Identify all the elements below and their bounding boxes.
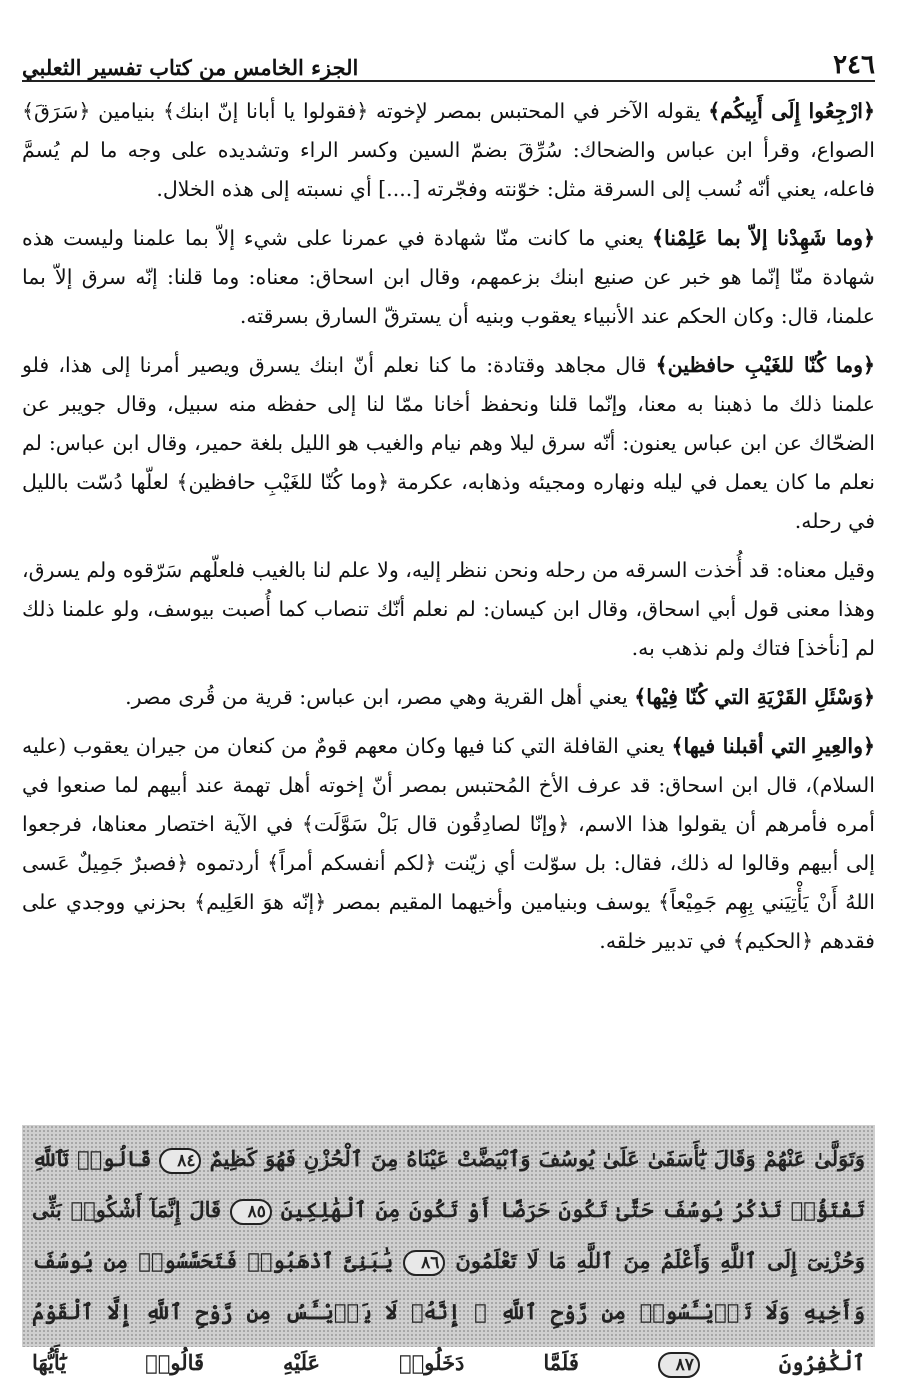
ayah-text: فَلَمَّا دَخَلُوا۟ عَلَيْهِ قَالُوا۟ يَٰٓأَيُّهَا: [32, 1350, 579, 1375]
paragraph: [22, 219, 875, 336]
paragraph: [22, 727, 875, 961]
verse-quote: ﴿وما كُنّا للغَيْبِ حافظين﴾: [655, 353, 875, 377]
page-number: ٢٤٦: [833, 50, 875, 80]
paragraph: [22, 551, 875, 668]
commentary-text: قال مجاهد وقتادة: ما كنا نعلم أنّ ابنك يسرق ويصير أمرنا إلى هذا، فلو علمنا ذلك ما ذهبنا به معنا، وإنّما قلنا ونحفظ أخانا ممّا لنا إلى حفظه منه سبيل، وقال جويبر عن الضحّاك عن ابن عباس يعنون: أنّه سرق ليلا وهم نيام والغيب هو الليل بلغة حمير، وقال ابن عباس: لم نعلم ما كان يعمل في ليله ونهاره ومجيئه وذهابه، عكرمة ﴿وما كُنّا للغَيْبِ حافظين﴾ لعلّها دُسّت بالليل في رحله.: [22, 353, 875, 533]
ayah-text: قَالُوا۟ تَٱللَّهِ تَفْتَؤُا۟ تَذْكُرُ يُوسُفَ حَتَّىٰ تَكُونَ حَرَضًا أَوْ تَكُونَ مِنَ ٱلْهَٰلِكِينَ: [32, 1146, 866, 1222]
quran-text-box: [22, 1125, 875, 1375]
quran-text: [32, 1133, 865, 1388]
commentary-text: يعني القافلة التي كنا فيها وكان معهم قومٌ من كنعان من جيران يعقوب (عليه السلام)، قال ابن اسحاق: قد عرف الأخ المُحتبس بمصر أنّ إخوته أهل تهمة عند أبيهم لما صنعوا في أمره فأمرهم أن يقولوا هذا الاسم، ﴿وإنّا لصادِقُون قال بَلْ سَوَّلَت﴾ في الآية اختصار معناها، فرجعوا إلى أبيهم وقالوا له ذلك، فقال: بل سوّلت أي زيّنت ﴿لكم أنفسكم أمراً﴾ أردتموه ﴿فصبرٌ جَمِيلٌ عَسى اللهُ أَنْ يَأْتِيَني بِهِم جَمِيْعاً﴾ يوسف وبنيامين وأخيهما المقيم بمصر ﴿إنّه هوَ العَلِيم﴾ بحزني ووجدي على فقدهم ﴿الحكيم﴾ في تدبير خلقه.: [22, 734, 875, 953]
ayah-text: وَتَوَلَّىٰ عَنْهُمْ وَقَالَ يَٰٓأَسَفَىٰ عَلَىٰ يُوسُفَ وَٱبْيَضَّتْ عَيْنَاهُ مِنَ ٱلْحُزْنِ فَهُوَ كَظِيمٌ: [209, 1146, 866, 1171]
ayah-number-marker: ٨٤: [159, 1148, 201, 1174]
commentary-text: وقيل معناه: قد أُخذت السرقه من رحله ونحن ننظر إليه، ولا علم لنا بالغيب فلعلّهم سَرّقوه ولم يسرق، وهذا معنى قول أبي اسحاق، وقال ابن كيسان: لم نعلم أنّك تنصاب كما أُصبت بيوسف، ولو علمنا ذلك لم [نأخذ] فتاك ولم نذهب به.: [22, 558, 875, 660]
ayah-number-marker: ٨٥: [230, 1199, 272, 1225]
commentary-text: يقوله الآخر في المحتبس بمصر لإخوته ﴿فقولوا يا أبانا إنّ ابنك﴾ بنيامين ﴿سَرَقَ﴾ الصواع، وقرأ ابن عباس والضحاك: سُرِّقَ بضمّ السين وكسر الراء وتشديده على وجه ما لم يُسمَّ فاعله، يعني أنّه نُسب إلى السرقة مثل: خوّنته وفجّرته [....] أي نسبته إلى هذه الخلال.: [22, 99, 875, 201]
paragraph: [22, 346, 875, 541]
ayah-text: يَٰبَنِىَّ ٱذْهَبُوا۟ فَتَحَسَّسُوا۟ مِن يُوسُفَ وَأَخِيهِ وَلَا تَا۟يْـَٔسُوا۟ مِن رَّوْحِ ٱللَّهِ ۖ إِنَّهُۥ لَا يَا۟يْـَٔسُ مِن رَّوْحِ ٱللَّهِ إِلَّا ٱلْقَوْمُ ٱلْكَٰفِرُونَ: [32, 1248, 866, 1375]
verse-quote: ﴿وَسْئَلِ القَرْيَةِ التي كُنّا فِيْها﴾: [634, 685, 875, 709]
running-title: الجزء الخامس من كتاب تفسير الثعلبي: [22, 55, 359, 80]
commentary-text: يعني ما كانت منّا شهادة في عمرنا على شيء إلاّ بما علمنا وليست هذه شهادة منّا إنّما هو خبر عن صنيع ابنك بزعمهم، وقال ابن اسحاق: معناه: وما قلنا: إنّه سرق إلاّ بما علمنا، قال: وكان الحكم عند الأنبياء يعقوب وبنيه أن يسترقّ السارق بسرقته.: [22, 226, 875, 328]
ayah-text: قَالَ إِنَّمَآ أَشْكُوا۟ بَثِّى وَحُزْنِىٓ إِلَى ٱللَّهِ وَأَعْلَمُ مِنَ ٱللَّهِ مَا لَا تَعْلَمُونَ: [32, 1197, 865, 1273]
verse-quote: ﴿والعِيرِ التي أقبلنا فيها﴾: [671, 734, 875, 758]
commentary-text: يعني أهل القرية وهي مصر، ابن عباس: قرية من قُرى مصر.: [125, 685, 635, 709]
ayah-number-marker: ٨٧: [658, 1352, 700, 1378]
body-text: [22, 92, 875, 961]
paragraph: [22, 678, 875, 717]
verse-quote: ﴿وما شَهِدْنا إلاّ بما عَلِمْنا﴾: [652, 226, 875, 250]
paragraph: [22, 92, 875, 209]
verse-quote: ﴿ارْجِعُوا إِلَى أَبِيكُم﴾: [708, 99, 875, 123]
ayah-number-marker: ٨٦: [403, 1250, 445, 1276]
page-header: [22, 36, 875, 82]
